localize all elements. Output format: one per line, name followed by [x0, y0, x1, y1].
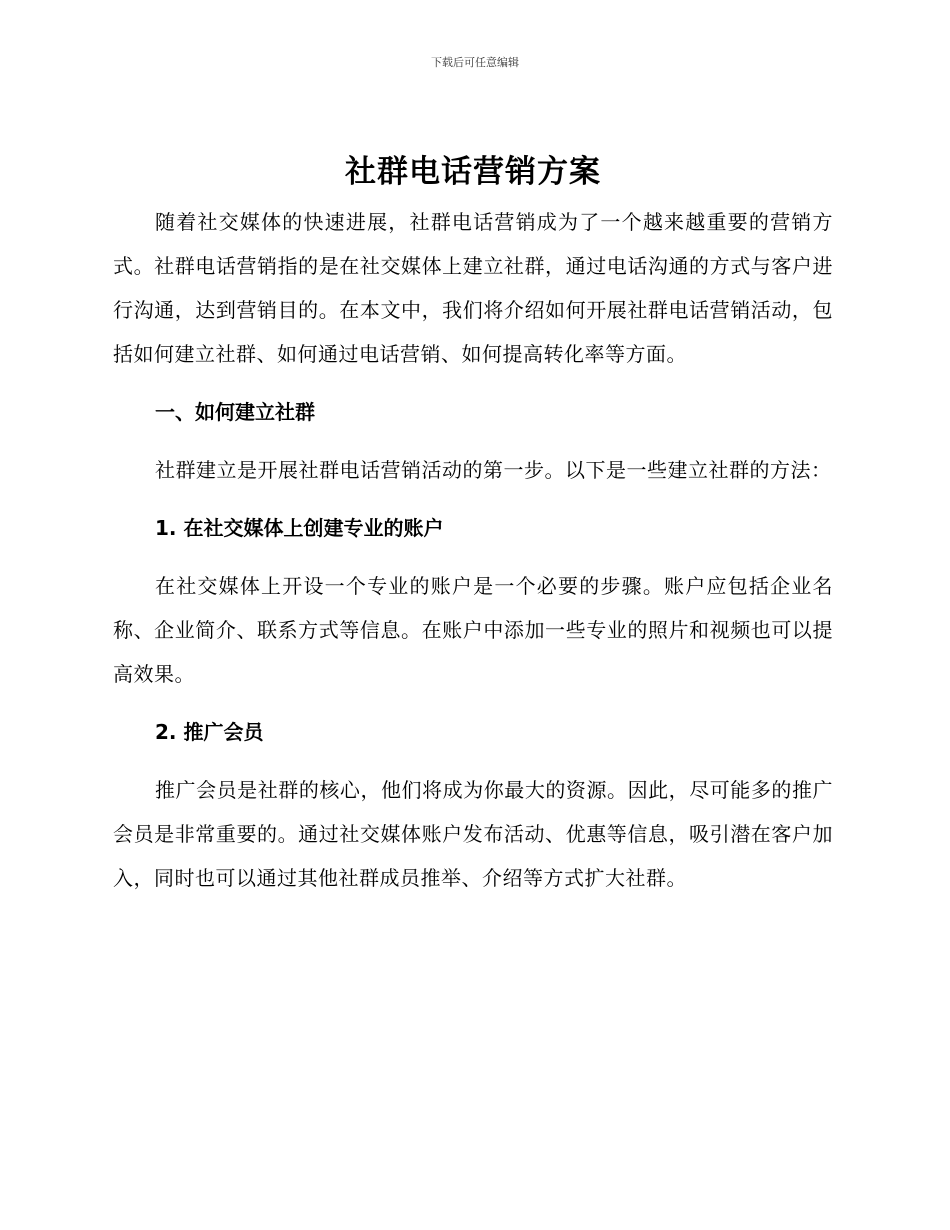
spacer: [113, 376, 833, 390]
document-title: 社群电话营销方案: [345, 154, 601, 190]
document-content: [113, 150, 833, 900]
spacer: [113, 754, 833, 768]
section-heading-1: 一、如何建立社群: [155, 400, 315, 424]
subsection-heading-2: 2. 推广会员: [155, 720, 264, 744]
subsection-heading-1: 1. 在社交媒体上创建专业的账户: [155, 516, 444, 540]
spacer: [113, 696, 833, 710]
subsection-paragraph-2: 推广会员是社群的核心，他们将成为你最大的资源。因此，尽可能多的推广会员是非常重要的。通过社交媒体账户发布活动、优惠等信息，吸引潜在客户加入，同时也可以通过其他社群成员推举、介绍等方式扩大社群。: [113, 778, 833, 890]
section-paragraph-1: 社群建立是开展社群电话营销活动的第一步。以下是一些建立社群的方法：: [155, 458, 832, 482]
spacer: [113, 492, 833, 506]
spacer: [113, 434, 833, 448]
subsection-paragraph-1: 在社交媒体上开设一个专业的账户是一个必要的步骤。账户应包括企业名称、企业简介、联系方式等信息。在账户中添加一些专业的照片和视频也可以提高效果。: [113, 574, 833, 686]
intro-paragraph: 随着社交媒体的快速进展，社群电话营销成为了一个越来越重要的营销方式。社群电话营销指的是在社交媒体上建立社群，通过电话沟通的方式与客户进行沟通，达到营销目的。在本文中，我们将介绍如何开展社群电话营销活动，包括如何建立社群、如何通过电话营销、如何提高转化率等方面。: [113, 210, 833, 366]
header-note: 下载后可任意编辑: [431, 56, 519, 69]
spacer: [113, 550, 833, 564]
